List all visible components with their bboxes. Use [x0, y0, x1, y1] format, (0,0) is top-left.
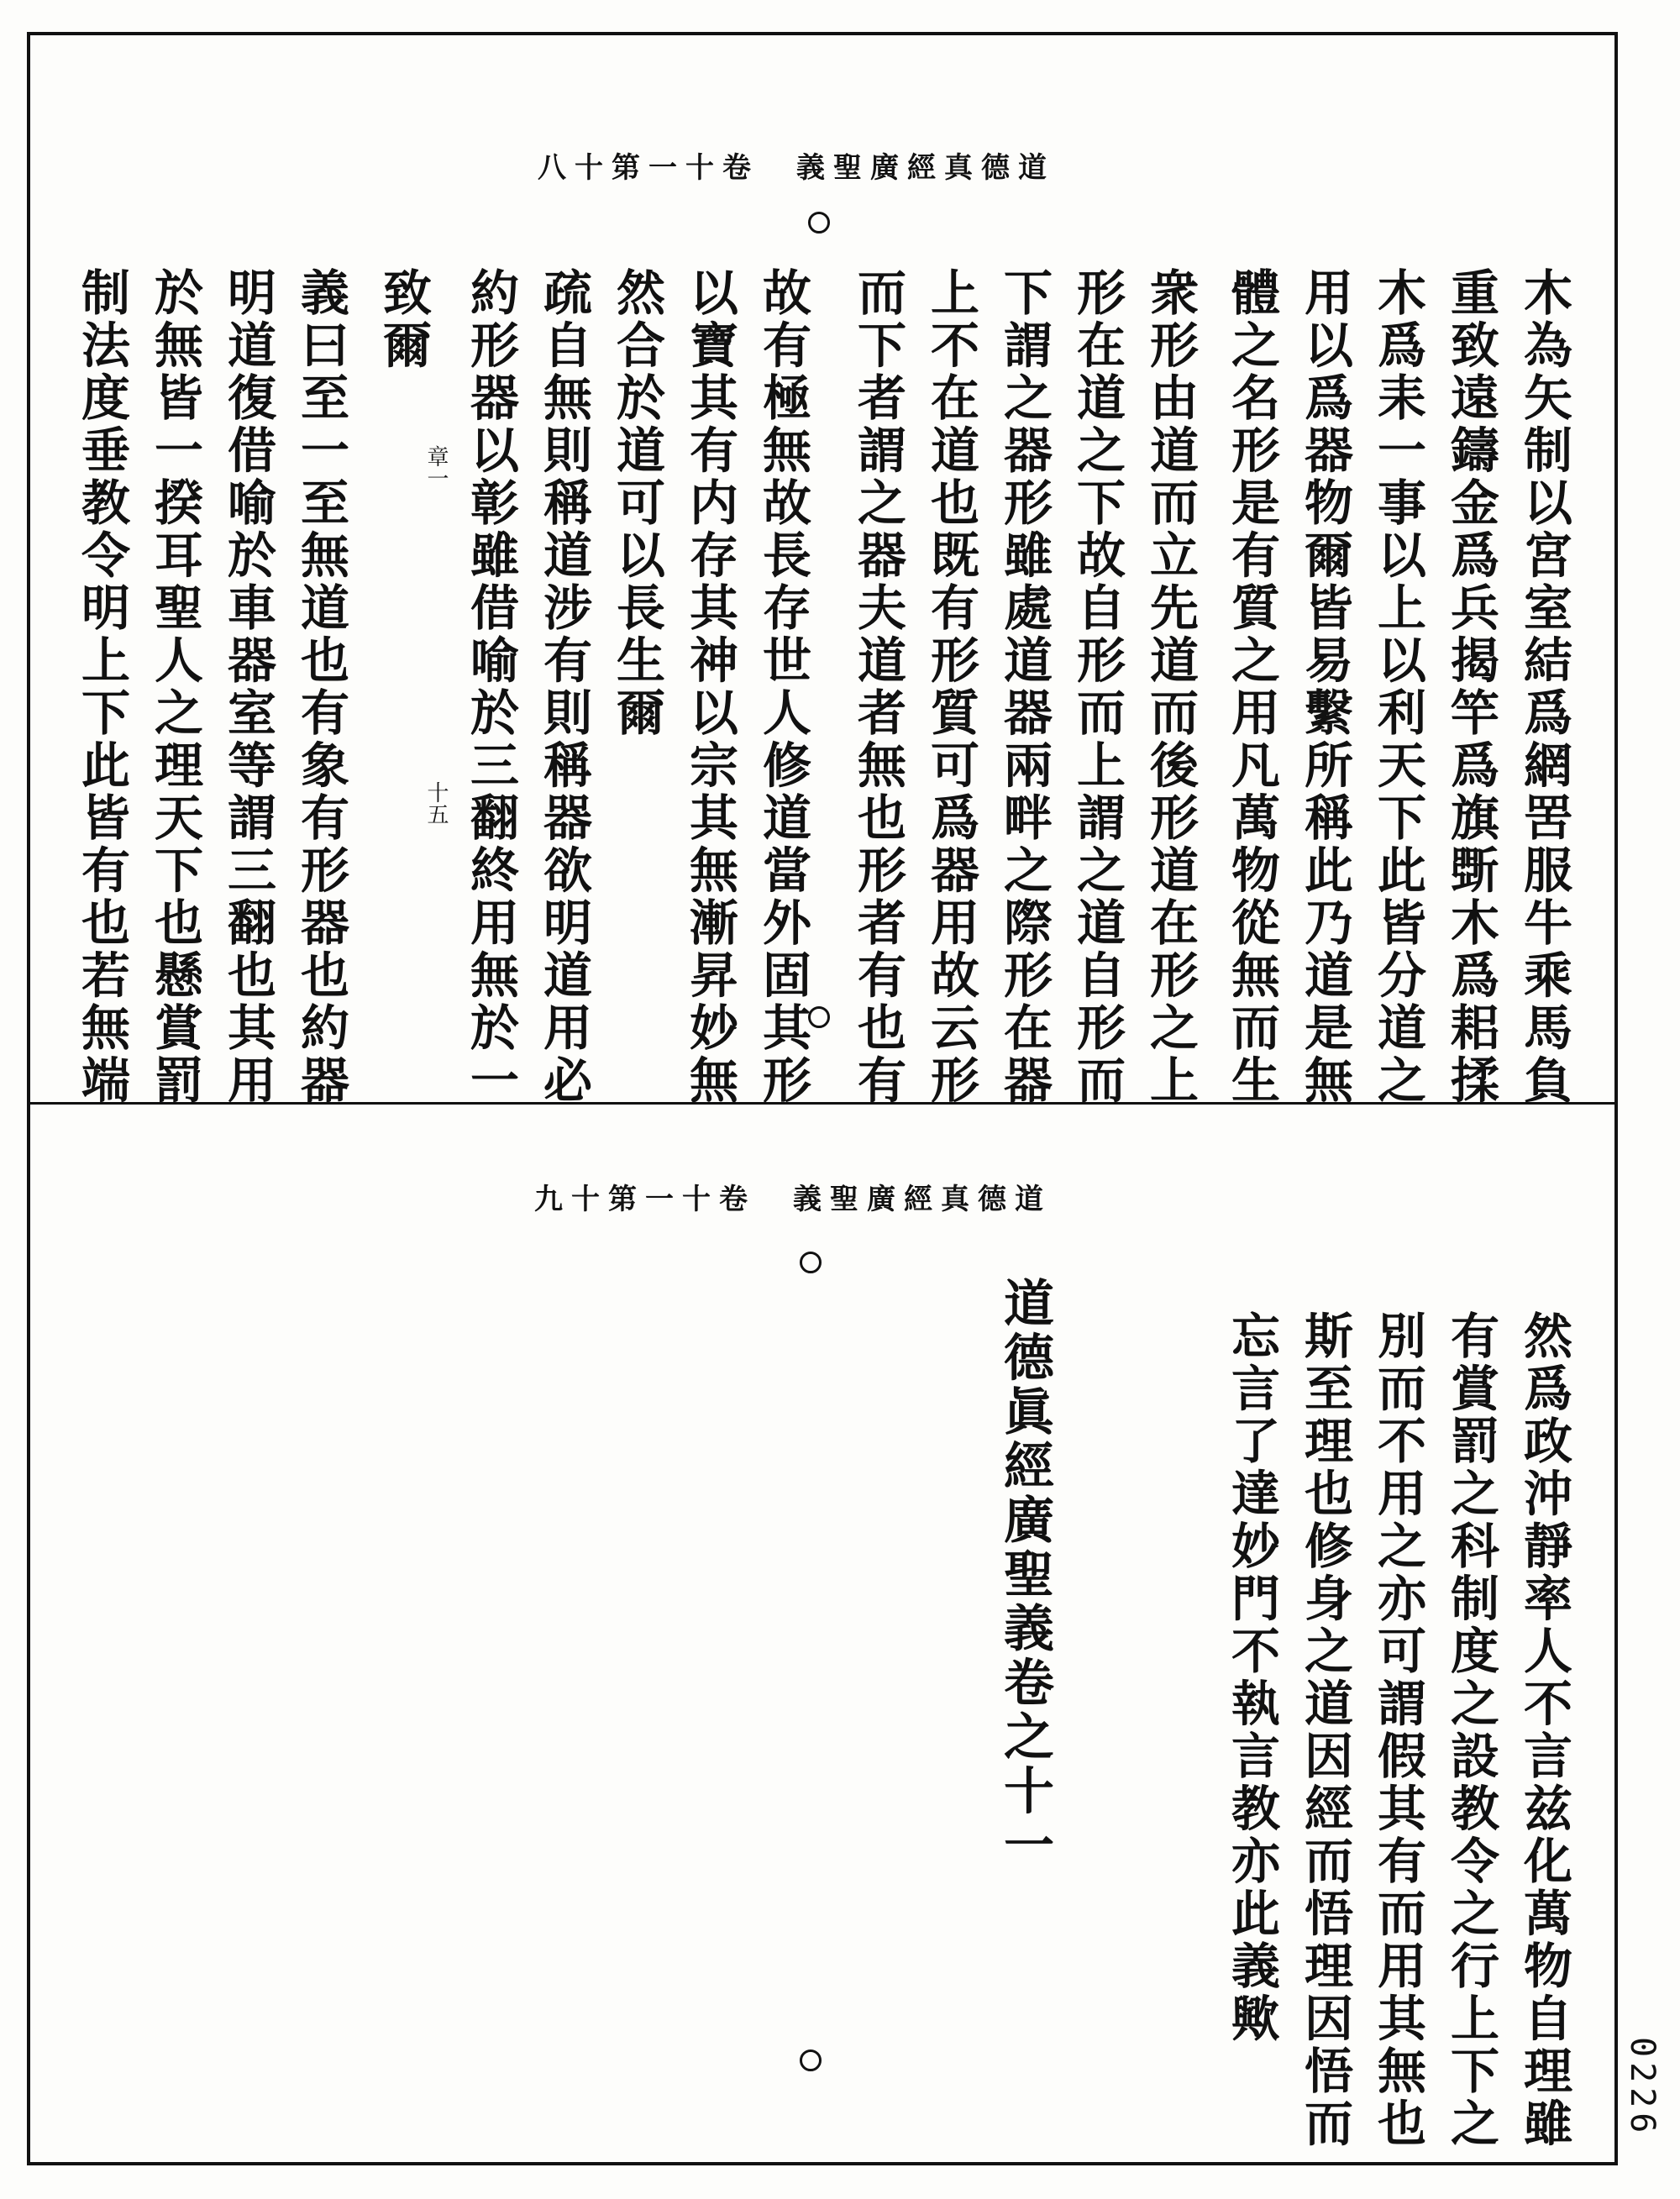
text-column: 制法度垂教令明上下此皆有也若無端 [73, 267, 130, 1107]
page-number: 0226 [1623, 2037, 1662, 2139]
margin-note: 十五 [423, 781, 449, 825]
text-column: 別而不用之亦可謂假其有而用其無也 [1369, 1310, 1426, 2150]
text-column: 致爾 [375, 267, 432, 372]
text-column: 衆形由道而立先道而後形道在形之上 [1142, 267, 1199, 1107]
text-column: 用以爲器物爾皆易繫所稱此乃道是無 [1296, 267, 1353, 1107]
text-column: 然合於道可以長生爾 [608, 267, 665, 740]
text-column: 體之名形是有質之用凡萬物從無而生 [1223, 267, 1280, 1107]
text-column: 上不在道也既有形質可爲器用故云形 [922, 267, 979, 1107]
text-column: 義曰至一至無道也有象有形器也約器 [292, 267, 349, 1107]
bottom-page-header: 九十第一十卷 義聖廣經真德道 [534, 1183, 1052, 1216]
top-binding-hole [808, 212, 830, 234]
text-column: 然爲政沖靜率人不言兹化萬物自理雖 [1515, 1310, 1572, 2150]
text-column: 斯至理也修身之道因經而悟理因悟而 [1296, 1310, 1353, 2150]
text-column: 有賞罰之科制度之設教令之行上下之 [1442, 1310, 1499, 2150]
margin-note: 章一 [423, 445, 449, 489]
text-column: 約形器以彰雖借喻於三翻終用無於一 [462, 267, 519, 1107]
text-column: 以寶其有内存其神以宗其無漸昇妙無 [681, 267, 738, 1107]
text-column: 形在道之下故自形而上謂之道自形而 [1068, 267, 1126, 1107]
bottom-binding-hole-lower [800, 2049, 822, 2071]
text-column: 木爲耒一事以上以利天下此皆分道之 [1369, 267, 1426, 1107]
closing-title: 道德眞經廣聖義卷之十一 [995, 1277, 1054, 1873]
text-column: 重致遠鑄金爲兵揭竿爲旗斲木爲耜揉 [1442, 267, 1499, 1107]
text-column: 於無皆一揆耳聖人之理天下也懸賞罰 [146, 267, 203, 1107]
text-column: 下謂之器形雖處道器兩畔之際形在器 [995, 267, 1053, 1107]
text-column: 忘言了達妙門不執言教亦此義歟 [1223, 1310, 1280, 2045]
text-column: 而下者謂之器夫道者無也形者有也有 [849, 267, 906, 1107]
text-column: 疏自無則稱道涉有則稱器欲明道用必 [535, 267, 592, 1107]
text-column: 明道復借喻於車器室等謂三翻也其用 [219, 267, 276, 1107]
text-column: 故有極無故長存世人修道當外固其形 [754, 267, 811, 1107]
top-page-header: 八十第一十卷 義聖廣經真德道 [538, 151, 1055, 185]
bottom-binding-hole [800, 1252, 822, 1273]
text-column: 木為矢制以宮室結爲網罟服牛乘馬負 [1515, 267, 1572, 1107]
